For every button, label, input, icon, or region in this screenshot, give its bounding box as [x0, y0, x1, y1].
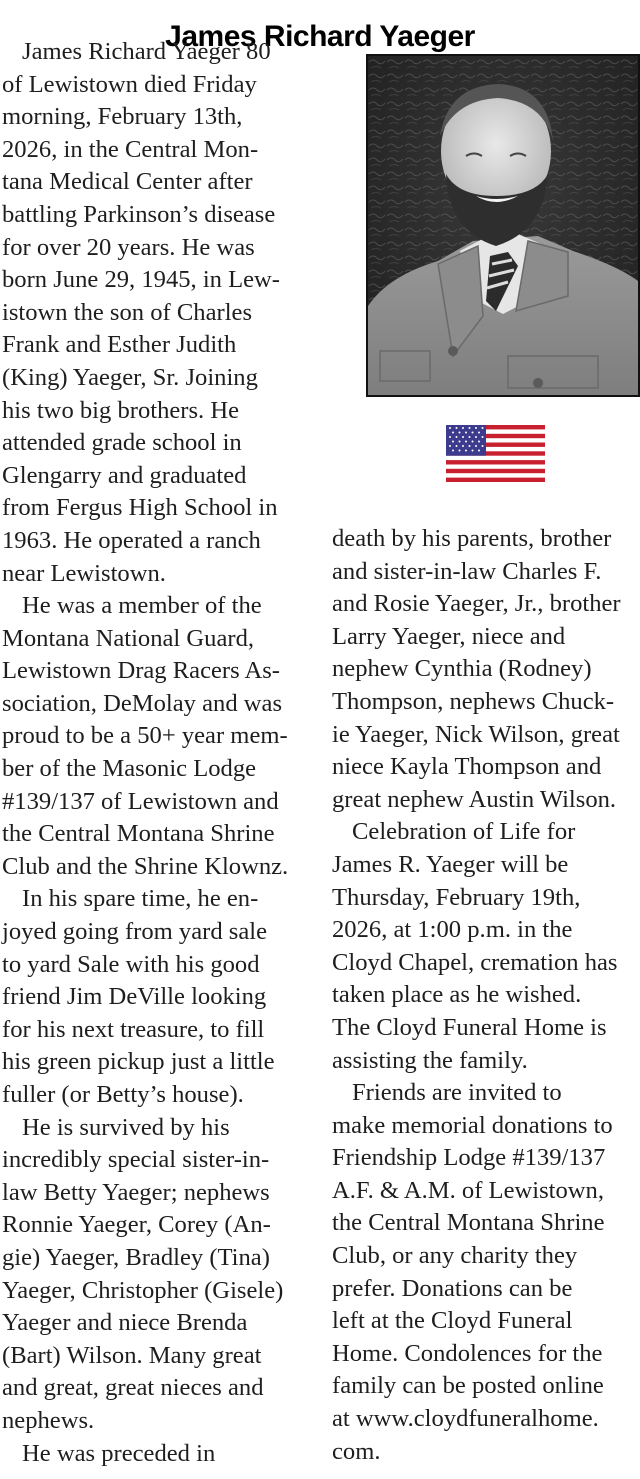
text-line: great nephew Austin Wilson. — [332, 785, 617, 813]
us-flag-icon — [446, 425, 545, 482]
text-line: for his next treasure, to fill — [2, 1015, 265, 1043]
text-line: and sister-in-law Charles F. — [332, 557, 602, 585]
text-line: (King) Yaeger, Sr. Joining — [2, 363, 258, 391]
text-line: law Betty Yaeger; nephews — [2, 1178, 270, 1206]
text-line: #139/137 of Lewistown and — [2, 787, 279, 815]
text-line: the Central Montana Shrine — [2, 820, 275, 848]
text-line: at www.cloydfuneralhome. — [332, 1405, 599, 1433]
text-line: The Cloyd Funeral Home is — [332, 1013, 607, 1041]
text-line: Larry Yaeger, niece and — [332, 622, 566, 650]
text-line: sociation, DeMolay and was — [2, 689, 283, 717]
text-line: the Central Montana Shrine — [332, 1209, 605, 1237]
text-line: and great, great nieces and — [2, 1374, 264, 1402]
text-line: assisting the family. — [332, 1046, 528, 1074]
text-line: 2026, at 1:00 p.m. in the — [332, 916, 573, 944]
text-line: Friends are invited to — [352, 1079, 562, 1107]
text-line: Thompson, nephews Chuck- — [332, 687, 615, 715]
text-line: and Rosie Yaeger, Jr., brother — [332, 590, 621, 618]
text-line: gie) Yaeger, Bradley (Tina) — [2, 1243, 270, 1271]
text-line: Cloyd Chapel, cremation has — [332, 948, 618, 976]
text-line: com. — [332, 1437, 381, 1465]
text-line: ie Yaeger, Nick Wilson, great — [332, 720, 620, 748]
text-line: from Fergus High School in — [2, 494, 278, 522]
text-line: Club and the Shrine Klownz. — [2, 852, 289, 880]
text-line: friend Jim DeVille looking — [2, 983, 267, 1011]
text-line: left at the Cloyd Funeral — [332, 1307, 573, 1335]
text-line: nephew Cynthia (Rodney) — [332, 655, 592, 683]
text-line: ber of the Masonic Lodge — [2, 755, 257, 783]
portrait-image — [368, 56, 638, 395]
left-text-column — [2, 36, 328, 1470]
text-line: family can be posted online — [332, 1372, 604, 1400]
text-line: A.F. & A.M. of Lewistown, — [332, 1176, 604, 1204]
text-line: attended grade school in — [2, 429, 242, 457]
right-text-column — [332, 523, 640, 1468]
portrait-photo — [366, 54, 640, 397]
text-line: 1963. He operated a ranch — [2, 526, 261, 554]
text-line: He was preceded in — [22, 1439, 216, 1467]
text-line: James Richard Yaeger 80 — [22, 38, 271, 65]
text-line: Montana National Guard, — [2, 624, 255, 652]
text-line: death by his parents, brother — [332, 525, 612, 552]
text-line: tana Medical Center after — [2, 168, 253, 196]
text-line: proud to be a 50+ year mem- — [2, 722, 288, 750]
text-line: Thursday, February 19th, — [332, 883, 581, 911]
text-line: 2026, in the Central Mon- — [2, 135, 259, 163]
text-line: morning, February 13th, — [2, 103, 243, 131]
text-line: istown the son of Charles — [2, 298, 253, 326]
text-line: his green pickup just a little — [2, 1048, 275, 1076]
text-line: for over 20 years. He was — [2, 233, 255, 261]
text-line: to yard Sale with his good — [2, 950, 260, 978]
text-line: Celebration of Life for — [352, 818, 576, 846]
text-line: Ronnie Yaeger, Corey (An- — [2, 1211, 271, 1239]
text-line: Home. Condolences for the — [332, 1339, 603, 1367]
text-line: near Lewistown. — [2, 559, 166, 587]
text-line: In his spare time, he en- — [22, 885, 259, 913]
text-line: niece Kayla Thompson and — [332, 753, 602, 781]
text-line: prefer. Donations can be — [332, 1274, 573, 1302]
text-line: He was a member of the — [22, 592, 262, 620]
obituary-headline: James Richard Yaeger — [165, 20, 475, 54]
text-line: battling Parkinson’s disease — [2, 200, 276, 228]
text-line: born June 29, 1945, in Lew- — [2, 266, 281, 294]
text-line: taken place as he wished. — [332, 981, 582, 1009]
text-line: James R. Yaeger will be — [332, 850, 569, 878]
text-line: Yaeger, Christopher (Gisele) — [2, 1276, 284, 1304]
text-line: his two big brothers. He — [2, 396, 240, 424]
text-line: incredibly special sister-in- — [2, 1146, 270, 1174]
text-line: Yaeger and niece Brenda — [2, 1309, 248, 1337]
text-line: make memorial donations to — [332, 1111, 613, 1139]
text-line: (Bart) Wilson. Many great — [2, 1341, 262, 1369]
text-line: Friendship Lodge #139/137 — [332, 1144, 606, 1172]
text-line: He is survived by his — [22, 1113, 230, 1141]
text-line: nephews. — [2, 1406, 95, 1434]
text-line: Frank and Esther Judith — [2, 331, 237, 359]
text-line: of Lewistown died Friday — [2, 70, 257, 98]
text-line: fuller (or Betty’s house). — [2, 1081, 244, 1108]
text-line: Lewistown Drag Racers As- — [2, 657, 280, 685]
text-line: Club, or any charity they — [332, 1242, 578, 1270]
text-line: joyed going from yard sale — [2, 918, 267, 946]
text-line: Glengarry and graduated — [2, 461, 247, 489]
